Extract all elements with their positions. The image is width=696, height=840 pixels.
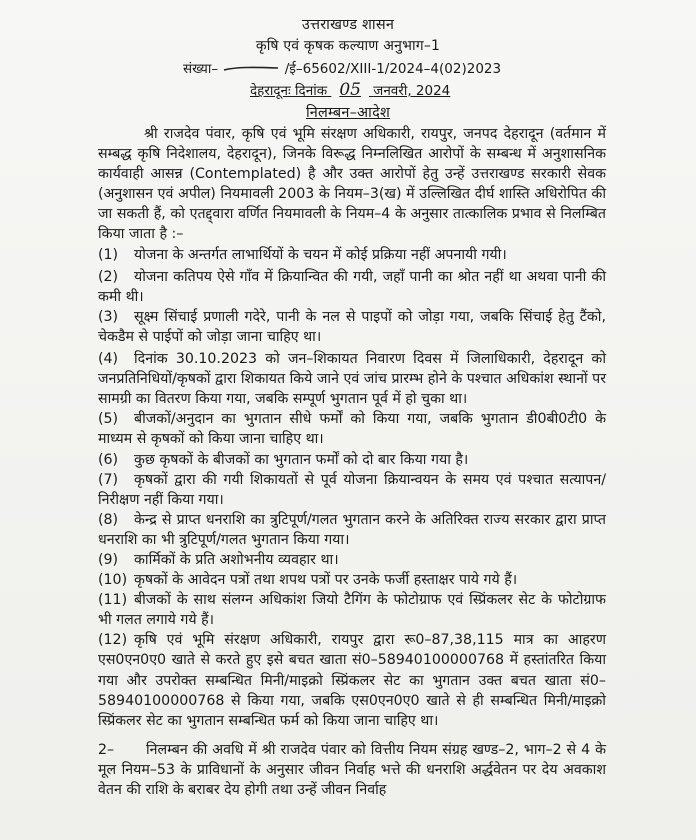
charge-number: (2) <box>98 268 119 285</box>
intro-paragraph: श्री राजदेव पंवार, कृषि एवं भूमि संरक्षण अधिकारी, रायपुर, जनपद देहरादून (वर्तमान में सम्बद्ध कृषि निदेशालय, देहरादून), जिनके विरूद्ध निम्नलिखित आरोपों के सम्बन्ध में अनुशासनिक कार्यवाही आसन्न (Contemplated) है और उक्त आरोपों हेतु उन्हें उत्तराखण्ड सरकारी सेवक (अनुशासन एवं अपील) नियमावली 2003 के नियम–3(ख) में उल्लिखित दीर्घ शास्ति अधिरोपित की जा सकती हैं, को एतद्द्वारा वर्णित नियमावली के नियम–4 के अनुसार तात्कालिक प्रभाव से निलम्बित किया जाता है :– <box>98 126 606 243</box>
charge-number: (5) <box>98 411 119 428</box>
charge-item <box>98 470 606 510</box>
government-heading: उत्तराखण्ड शासन <box>301 17 395 33</box>
charge-item <box>98 510 606 550</box>
place-date-line <box>250 80 450 100</box>
charge-number: (11) <box>98 592 128 609</box>
charge-text: कुछ कृषकों के बीजकों का भुगतान फर्मों को दो बार किया गया है। <box>134 451 469 468</box>
place-date-prefix: देहरादूनः दिनांक <box>250 83 328 99</box>
charge-item <box>98 570 606 590</box>
handwritten-date-day: 05 <box>339 80 361 100</box>
charge-item <box>98 307 606 347</box>
charge-item <box>98 550 606 570</box>
charge-text: सूक्ष्म सिंचाई प्रणाली गदेरे, पानी के नल से पाइपों को जोड़ा गया, जबकि सिंचाई हेतु टैंको, चेकडैम से पाईपों को जोड़ा जाना चाहिए था। <box>98 308 606 345</box>
date-month-year: जनवरी, 2024 <box>373 83 451 99</box>
paragraph-number: 2– <box>98 742 115 758</box>
charge-item <box>98 450 606 470</box>
charge-text: दिनांक 30.10.2023 को जन–शिकायत निवारण दिवस में जिलाधिकारी, देहरादून को जनप्रतिनिधियों/कृषकों द्वारा शिकायत किये जाने एवं जांच प्रारम्भ होने के पश्चात अधिकांश स्थानों पर सामग्री का वितरण किया गया, जबकि सम्पूर्ण भुगतान पूर्व में हो चुका था। <box>98 351 606 408</box>
charge-number: (1) <box>98 246 119 263</box>
charge-number: (4) <box>98 351 119 368</box>
charge-text: बीजकों/अनुदान का भुगतान सीधे फर्मों को किया गया, जबकि भुगतान डी0बी0टी0 के माध्यम से कृषकों को किया जाना चाहिए था। <box>98 411 606 448</box>
charge-number: (10) <box>98 572 128 589</box>
charge-item <box>98 245 606 265</box>
charge-text: कृषि एवं भूमि संरक्षण अधिकारी, रायपुर द्वारा रू0–87,38,115 मात्र का आहरण एस0एन0ए0 खाते से करते हुए इसे बचत खाता सं0–58940100000768 में हस्तांतरित किया गया और उपरोक्त सम्बन्धित मिनी/माइक्रो स्प्रिंकलर सेट का भुगतान उक्त बचत खाता सं0–58940100000768 से किया गया, जबकि एस0एन0ए0 खाते से ही सम्बन्धित मिनी/माइक्रो स्प्रिंकलर सेट का भुगतान सम्बन्धित फर्म को किया जाना चाहिए था। <box>98 632 606 729</box>
charge-text: बीजकों के साथ संलग्न अधिकांश जियो टैगिंग के फोटोग्राफ एवं स्प्रिंकलर सेट के फोटोग्राफ भी गलत लगाये गये हैं। <box>98 592 606 629</box>
charge-text: कार्मिकों के प्रति अशोभनीय व्यवहार था। <box>134 551 339 568</box>
charge-number: (6) <box>98 451 119 468</box>
charge-text: केन्द्र से प्राप्त धनराशि का त्रुटिपूर्ण/गलत भुगतान करने के अतिरिक्त राज्य सरकार द्वारा प्राप्त धनराशि का भी त्रुटिपूर्ण/गलत भुगतान किया गया। <box>98 511 606 548</box>
charge-item <box>98 630 606 730</box>
charge-number: (12) <box>98 632 128 649</box>
department-heading: कृषि एवं कृषक कल्याण अनुभाग–1 <box>255 38 441 54</box>
charge-text: कृषकों द्वारा की गयी शिकायतों से पूर्व योजना क्रियान्वयन के समय एवं पश्चात सत्यापन/निरीक्षण नहीं किया गया। <box>98 471 606 508</box>
paragraph-2 <box>98 740 606 800</box>
charge-text: योजना कतिपय ऐसे गाँव में क्रियान्वित की गयी, जहाँ पानी का श्रोत नहीं था अथवा पानी की कमी थी। <box>98 268 606 305</box>
charge-number: (7) <box>98 471 119 488</box>
handwritten-number-mark <box>222 63 280 75</box>
order-title: निलम्बन–आदेश <box>305 105 391 121</box>
charges-list <box>98 245 606 731</box>
charge-number: (9) <box>98 551 119 568</box>
charge-number: (8) <box>98 511 119 528</box>
reference-number-line <box>183 59 501 77</box>
paragraph-text: निलम्बन की अवधि में श्री राजदेव पंवार को वित्तीय नियम संग्रह खण्ड–2, भाग–2 से 4 के मूल नियम–53 के प्राविधानों के अनुसार जीवन निर्वाह भत्ते की धनराशि अर्द्धवेतन पर देय अवकाश वेतन की राशि के बराबर देय होगी तथा उन्हें जीवन निर्वाह <box>98 742 606 799</box>
reference-number-label: संख्या– <box>183 61 219 77</box>
reference-number-value: /ई–65602/XIII-1/2024–4(02)2023 <box>284 61 502 77</box>
charge-text: योजना के अन्तर्गत लाभार्थियों के चयन में कोई प्रक्रिया नहीं अपनायी गयी। <box>134 246 507 263</box>
charge-item <box>98 409 606 449</box>
charge-number: (3) <box>98 308 119 325</box>
charge-text: कृषकों के आवेदन पत्रों तथा शपथ पत्रों पर उनके फर्जी हस्ताक्षर पाये गये हैं। <box>134 572 518 589</box>
charge-item <box>98 267 606 307</box>
order-body <box>98 124 606 731</box>
charge-item <box>98 349 606 409</box>
charge-item <box>98 590 606 630</box>
